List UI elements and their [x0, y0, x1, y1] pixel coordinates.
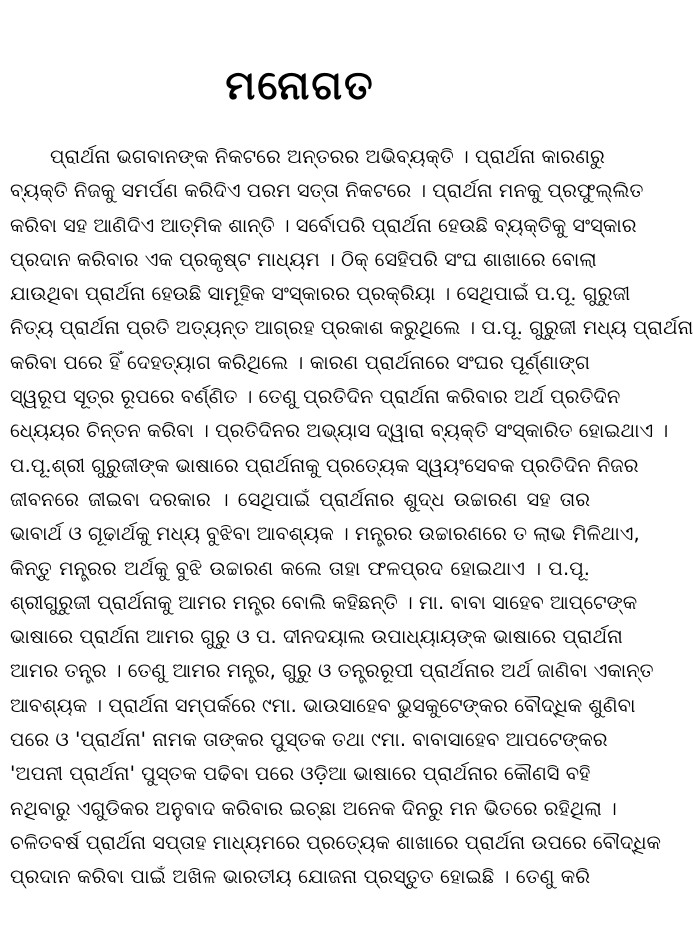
text-line: ଭାଷାରେ ପ୍ରାର୍ଥନା ଆମର ଗୁରୁ ଓ ପ. ଦୀନଦୟାଲ ଉପାଧ୍ୟାୟଙ୍କ ଭାଷାରେ ପ୍ରାର୍ଥନା: [10, 625, 623, 649]
text-line: କିନ୍ତୁ ମନ୍ତ୍ରର ଅର୍ଥକୁ ବୁଝି ଉଚ୍ଚାରଣ କଲେ ତାହା ଫଳପ୍ରଦ ହୋଇଥାଏ । ପ.ପୂ.: [10, 556, 590, 580]
text-line: ବ୍ୟକ୍ତି ନିଜକୁ ସମର୍ପଣ କରିଦିଏ ପରମ ସତ୍ତା ନିକଟରେ । ପ୍ରାର୍ଥନା ମନକୁ ପ୍ରଫୁଲ୍ଲିତ: [10, 179, 644, 203]
text-line: କରିବା ସହ ଆଣିଦିଏ ଆତ୍ମିକ ଶାନ୍ତି । ସର୍ବୋପରି ପ୍ରାର୍ଥନା ହେଉଛି ବ୍ୟକ୍ତିକୁ ସଂସ୍କାର: [10, 213, 637, 237]
text-line: ନିତ୍ୟ ପ୍ରାର୍ଥନା ପ୍ରତି ଅତ୍ୟନ୍ତ ଆଗ୍ରହ ପ୍ରକାଶ କରୁଥିଲେ । ପ.ପୂ. ଗୁରୁଜୀ ମଧ୍ୟ ପ୍ରାର୍ଥନା: [10, 316, 693, 340]
text-line: ପରେ ଓ 'ପ୍ରାର୍ଥନା' ନାମକ ତାଙ୍କର ପୁସ୍ତକ ତଥା ୯ମା. ବାବାସାହେବ ଆପଟେଙ୍କର: [10, 728, 608, 752]
text-line: ଆମର ତନ୍ତ୍ର । ତେଣୁ ଆମର ମନ୍ତ୍ର, ଗୁରୁ ଓ ତନ୍ତ୍ରରୂପୀ ପ୍ରାର୍ଥନାର ଅର୍ଥ ଜାଣିବା ଏକାନ୍ତ: [10, 659, 654, 683]
text-line: ପ୍ରଦାନ କରିବାର ଏକ ପ୍ରକୃଷ୍ଟ ମାଧ୍ୟମ । ଠିକ୍ ସେହିପରି ସଂଘ ଶାଖାରେ ବୋଲା: [10, 247, 597, 271]
text-line: ସ୍ୱରୂପ ସୂତ୍ର ରୂପରେ ବର୍ଣ୍ଣିତ । ତେଣୁ ପ୍ରତିଦିନ ପ୍ରାର୍ଥନା କରିବାର ଅର୍ଥ ପ୍ରତିଦିନ: [10, 385, 621, 409]
text-line: ପ.ପୂ.ଶ୍ରୀ ଗୁରୁଜୀଙ୍କ ଭାଷାରେ ପ୍ରାର୍ଥନାକୁ ପ୍ରତ୍ୟେକ ସ୍ୱୟଂସେବକ ପ୍ରତିଦିନ ନିଜର: [10, 453, 639, 477]
text-line: 'ଅପନୀ ପ୍ରାର୍ଥନା' ପୁସ୍ତକ ପଢିବା ପରେ ଓଡ଼ିଆ ଭାଷାରେ ପ୍ରାର୍ଥନାର କୌଣସି ବହି: [10, 762, 591, 786]
text-line: ଆବଶ୍ୟକ । ପ୍ରାର୍ଥନା ସମ୍ପର୍କରେ ୯ମା. ଭାଉସାହେବ ଭୁସକୁଟେଙ୍କର ବୌଦ୍ଧିକ ଶୁଣିବା: [10, 693, 636, 717]
text-line: ଯାଉଥିବା ପ୍ରାର୍ଥନା ହେଉଛି ସାମୂହିକ ସଂସ୍କାରର ପ୍ରକ୍ରିୟା । ସେଥିପାଇଁ ପ.ପୂ. ଗୁରୁଜୀ: [10, 282, 631, 306]
body-paragraph: [10, 140, 693, 895]
text-line: ପ୍ରଦାନ କରିବା ପାଇଁ ଅଖିଳ ଭାରତୀୟ ଯୋଜନା ପ୍ରସ୍ତୁତ ହୋଇଛି । ତେଣୁ କରି: [10, 865, 590, 889]
text-line: ପ୍ରାର୍ଥନା ଭଗବାନଙ୍କ ନିକଟରେ ଅନ୍ତରର ଅଭିବ୍ୟକ୍ତି । ପ୍ରାର୍ଥନା କାରଣରୁ: [50, 145, 605, 168]
text-line: ଚଳିତବର୍ଷ ପ୍ରାର୍ଥନା ସପ୍ତାହ ମାଧ୍ୟମରେ ପ୍ରତ୍ୟେକ ଶାଖାରେ ପ୍ରାର୍ଥନା ଉପରେ ବୌଦ୍ଧିକ: [10, 830, 661, 854]
text-line: ଧ୍ୟେୟର ଚିନ୍ତନ କରିବା । ପ୍ରତିଦିନର ଅଭ୍ୟାସ ଦ୍ୱାରା ବ୍ୟକ୍ତି ସଂସ୍କାରିତ ହୋଇଥାଏ ।: [10, 419, 669, 443]
text-line: ଭାବାର୍ଥ ଓ ଗୂଢାର୍ଥକୁ ମଧ୍ୟ ବୁଝିବା ଆବଶ୍ୟକ । ମନ୍ତ୍ରର ଉଚ୍ଚାରଣରେ ତ ଲାଭ ମିଳିଥାଏ,: [10, 522, 640, 546]
text-line: ଶ୍ରୀଗୁରୁଜୀ ପ୍ରାର୍ଥନାକୁ ଆମର ମନ୍ତ୍ର ବୋଲି କହିଛନ୍ତି । ମା. ବାବା ସାହେବ ଆପ୍ଟେଙ୍କ: [10, 590, 638, 614]
text-line: କରିବା ପରେ ହିଁ ଦେହତ୍ୟାଗ କରିଥିଲେ । କାରଣ ପ୍ରାର୍ଥନାରେ ସଂଘର ପୂର୍ଣ୍ଣାଙ୍ଗ: [10, 350, 590, 374]
text-line: ଜୀବନରେ ଜୀଇବା ଦରକାର । ସେଥିପାଇଁ ପ୍ରାର୍ଥନାର ଶୁଦ୍ଧ ଉଚ୍ଚାରଣ ସହ ତାର: [10, 487, 590, 511]
page-title: ମନୋଗତ: [225, 63, 375, 109]
text-line: ନଥିବାରୁ ଏଗୁଡିକର ଅନୁବାଦ କରିବାର ଇଚ୍ଛା ଅନେକ ଦିନରୁ ମନ ଭିତରେ ରହିଥିଲା ।: [10, 796, 617, 820]
